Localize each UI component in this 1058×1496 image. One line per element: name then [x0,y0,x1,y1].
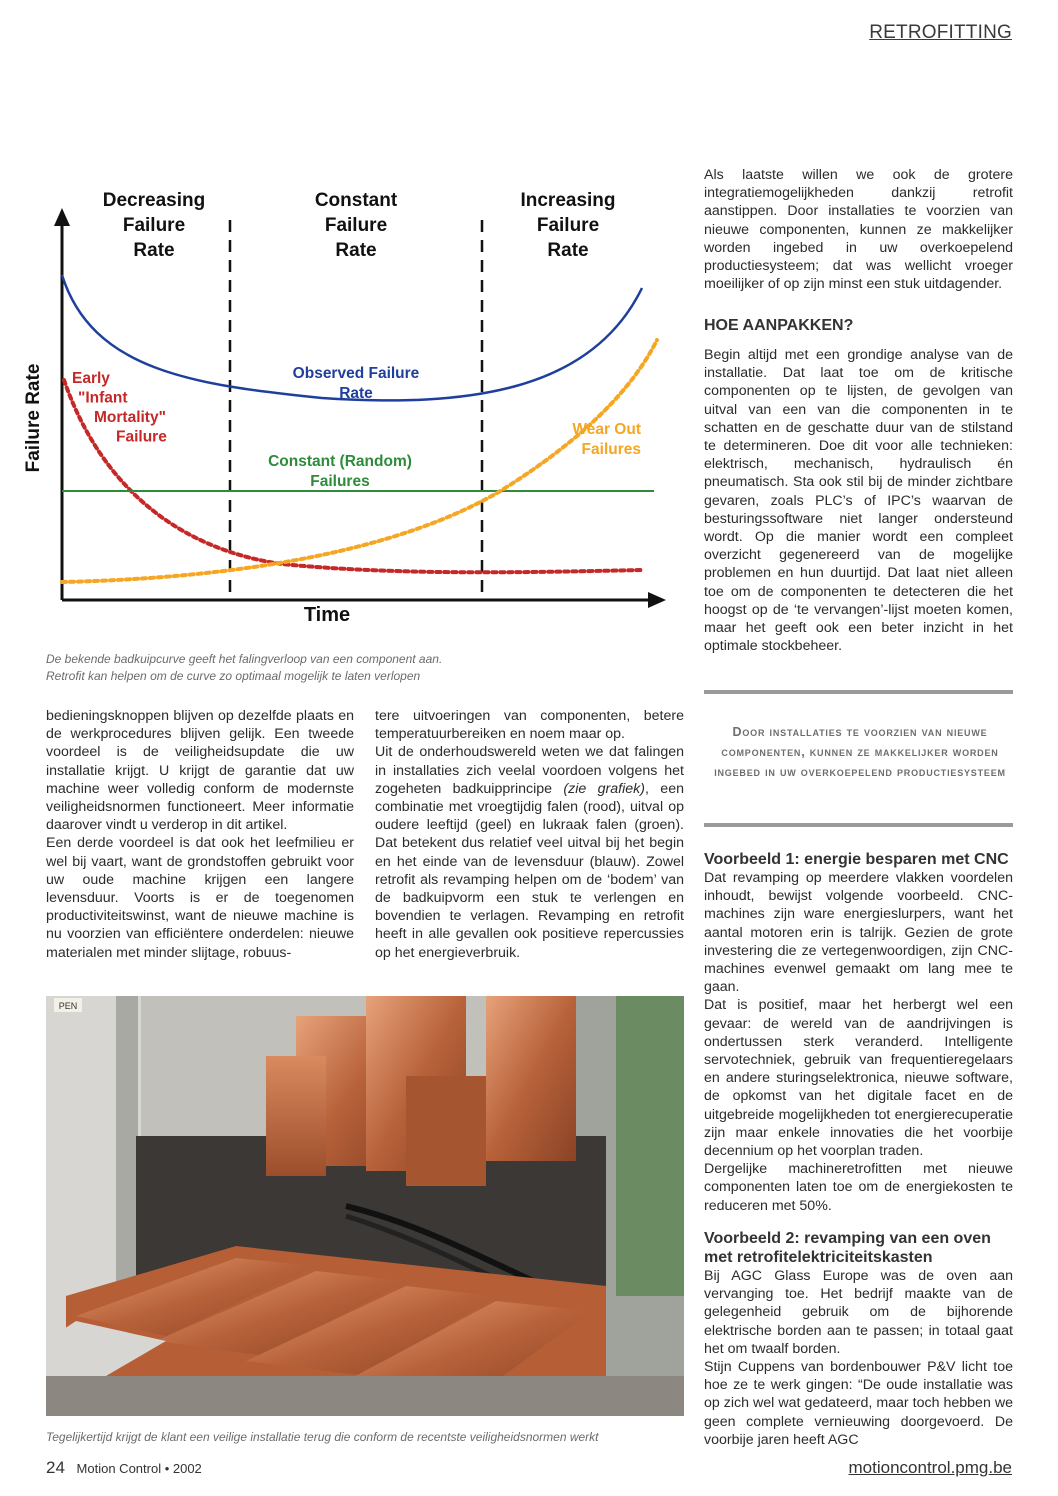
footer-left [46,1458,202,1478]
column-3-analysis [704,346,1013,655]
text-span: Uit de onderhoudswereld weten we dat falingen in installaties zich veelal voordoen volgens het zogeheten badkuipprincipe [375,744,684,797]
region-label: Failure [536,215,600,236]
series-label-infant: Early [72,370,110,387]
figure-caption-line: Retrofit kan helpen om de curve zo optimaal mogelijk te laten verlopen [46,669,421,683]
section-heading: HOE AANPAKKEN? [704,317,854,334]
paragraph: Dergelijke machineretrofitten met nieuwe componenten laten toe om de energiekosten te reduceren met 50%. [704,1161,1013,1214]
pull-quote: Door installaties te voorzien van nieuwe componenten, kunnen ze makkelijker worden ingebed in uw overkoepelend productiesysteem [714,725,1006,779]
text-span: , een combinatie met vroegtijdig falen (rood), uitval op oudere leeftijd (geel) en lukraak falen (groen). Dat betekent dus relatief veel uitval bij het begin en het einde van de levensduur (blauw). Zowel retrofit als revamping helpen om de ‘bodem’ van de badkuipvorm een stuk te verlengen en bovendien te verlagen. Revamping en retrofit heeft in alle gevallen ook positieve repercussies op het energieverbruik. [375,780,684,961]
divider [704,690,1013,694]
busbar-photo [46,996,684,1416]
section-heading: Voorbeeld 1: energie besparen met CNC [704,851,1009,868]
paragraph [375,743,684,961]
x-axis-title: Time [303,604,351,626]
pen-sticker-text: PEN [58,1001,78,1011]
series-label-infant: Mortality" [94,409,166,426]
region-label: Decreasing [102,190,206,211]
region-label: Failure [122,215,186,236]
series-label-infant: "Infant [78,389,128,407]
series-label-observed: Observed Failure [292,365,420,382]
paragraph: tere uitvoeringen van componenten, betere temperatuurbereiken en noem maar op. [375,708,684,743]
section-heading: Voorbeeld 2: revamping van een oven met retrofitelektriciteitskasten [704,1230,991,1266]
series-label-wear-out: Wear Out [572,421,641,438]
x-axis-arrow [648,592,666,608]
column-1 [46,707,354,962]
region-label: Rate [335,240,377,261]
page-number: 24 [46,1458,65,1477]
section-tag: RETROFITTING [869,22,1012,43]
footer-url[interactable]: motioncontrol.pmg.be [848,1458,1012,1477]
region-label: Failure [324,215,388,236]
column-3-example-1 [704,869,1013,1215]
series-label-infant: Failure [116,428,167,446]
series-label-random: Constant (Random) [268,453,412,470]
series-label-observed: Rate [339,385,373,402]
photo-caption: Tegelijkertijd krijgt de klant een veilige installatie terug die conform de recentste veiligheidsnormen werkt [46,1430,599,1444]
region-label: Constant [314,190,398,211]
text-span-italic: (zie grafiek) [563,780,645,797]
column-3-top [704,166,1013,293]
region-label: Rate [133,240,175,261]
paragraph: bedieningsknoppen blijven op dezelfde plaats en de werkprocedures blijven gelijk. Een tweede voordeel is de veiligheidsupdate die uw installatie krijgt. U krijgt de garantie dat uw machine weer volledig conform de modernste veiligheidsnormen functioneert. Meer informatie daarover vindt u verderop in dit artikel. [46,708,354,834]
paragraph: Stijn Cuppens van bordenbouwer P&V licht toe hoe ze te werk gingen: “De oude installatie was op zich wel wat gedateerd, maar toch hebben we geen complete vernieuwing doorgevoerd. De voorbije jaren heeft AGC [704,1359,1013,1448]
y-axis-arrow [54,208,70,226]
busbar-illustration [46,996,684,1416]
series-label-random: Failures [310,473,370,490]
chart-labels [23,190,641,626]
series-label-wear-out: Failures [581,441,641,458]
paragraph: Een derde voordeel is dat ook het leefmilieu er wel bij vaart, want de grondstoffen gebruikt voor uw oude machine krijgen een langere levensduur. Voorts is er de toegenomen productiviteitswinst, want de nieuwe machine is nu voorzien van efficiëntere onderdelen: nieuwe materialen met minder slijtage, robuus- [46,835,354,961]
divider [704,823,1013,827]
column-2 [375,707,684,962]
figure-caption-line: De bekende badkuipcurve geeft het falingverloop van een component aan. [46,652,443,666]
region-label: Increasing [520,190,616,211]
figure-caption [46,651,686,685]
magazine-name: Motion Control • 2002 [76,1461,202,1476]
region-label: Rate [547,240,589,261]
paragraph: Bij AGC Glass Europe was de oven aan vervanging toe. Het bedrijf maakte van de gelegenheid gebruik om de bijhorende elektrische borden aan te passen; in totaal gaat het om twaalf borden. [704,1268,1013,1357]
y-axis-title: Failure Rate [23,363,44,473]
paragraph: Begin altijd met een grondige analyse van de installatie. Dat laat toe om de kritische componenten op te lijsten, de gevolgen van uitval van een van die componenten in te schatten en de geschatte duur van de stilstand te determineren. Doe dit voor alle technieken: elektrisch, mechanisch, hydraulisch én pneumatisch. Sta ook stil bij de minder zichtbare gevaren, zoals PLC’s of IPC’s waarvan de besturingssoftware niet langer ondersteund wordt. Op die manier wordt een compleet overzicht gegenereerd van de mogelijke problemen en hun duurtijd. Dat laat niet alleen toe om de componenten te detecteren die het hoogst op de ‘te vervangen’-lijst moeten komen, maar het geeft ook een beter inzicht in het optimale stockbeheer. [704,347,1013,655]
column-3-example-2 [704,1267,1013,1449]
bathtub-chart [22,180,672,635]
paragraph: Dat revamping op meerdere vlakken voordelen inhoudt, bewijst volgende voorbeeld. CNC-machines zijn ware energieslurpers, want het aantal motoren erin is talrijk. Gezien de grote investering die ze vertegenwoordigen, zijn CNC-machines evenwel gemaakt om lang mee te gaan. [704,870,1013,996]
paragraph: Dat is positief, maar het herbergt wel een gevaar: de wereld van de aandrijvingen is ondertussen sterk veranderd. Intelligente servotechniek, gebruik van frequentieregelaars en andere sturingselektronica, nieuwe software, de opkomst van het digitale facet en de uitgebreide mogelijkheden tot energierecuperatie zijn maar enkele innovaties die het voorbije decennium op het voorplan traden. [704,997,1013,1160]
paragraph: Als laatste willen we ook de grotere integratiemogelijkheden dankzij retrofit aanstippen. Door installaties te voorzien van nieuwe componenten, kunnen ze makkelijker worden ingebed in uw overkoepelend productiesysteem; dat was wellicht vroeger moeilijker of op zijn minst een stuk uitdagender. [704,167,1013,293]
